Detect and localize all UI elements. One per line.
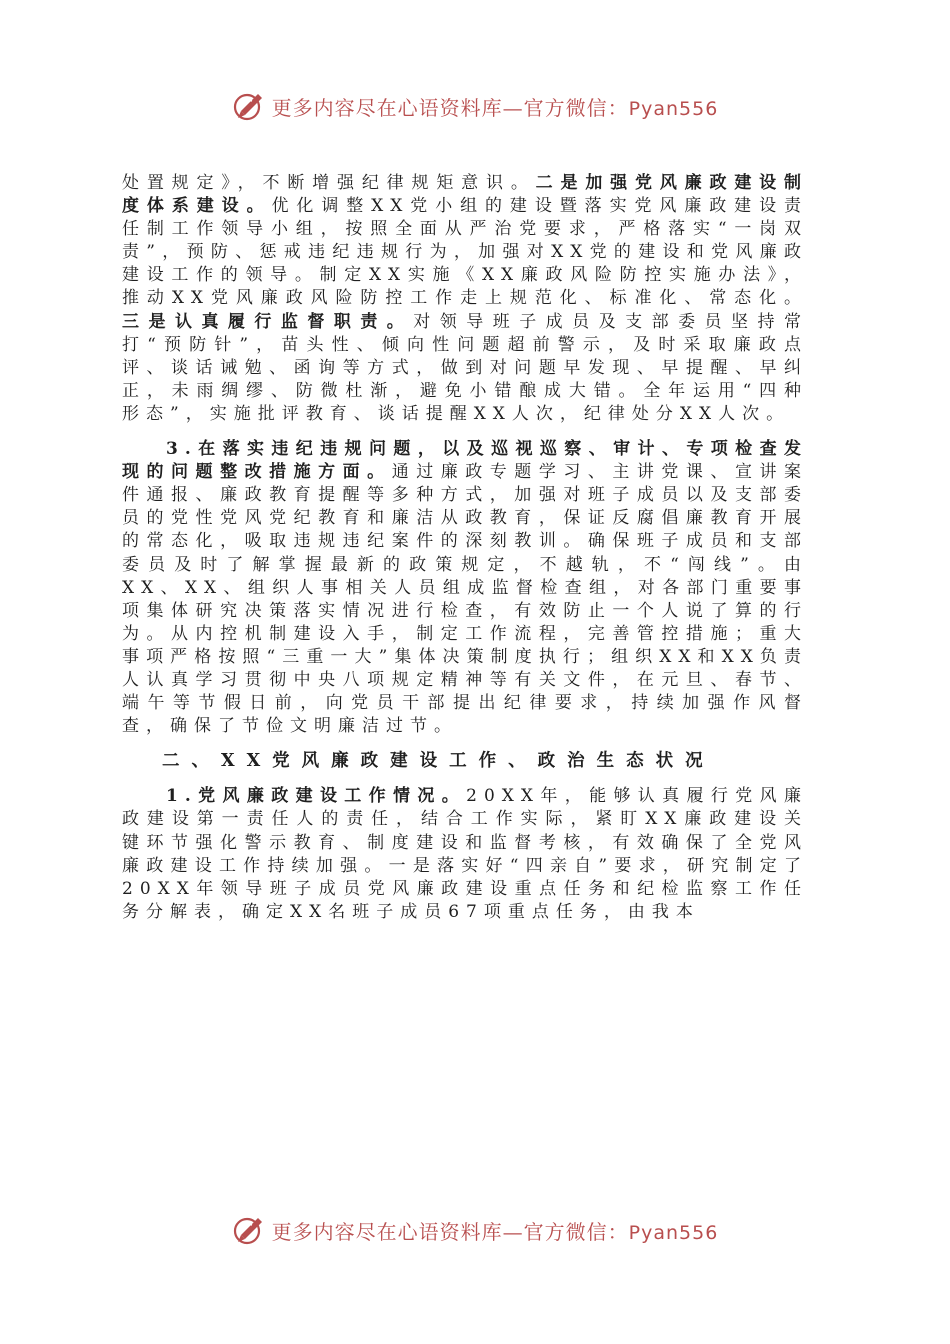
pen-logo-icon	[232, 1213, 266, 1247]
watermark-text: 更多内容尽在心语资料库—官方微信：Pyan556	[271, 95, 719, 120]
section-heading: 二、XX党风廉政建设工作、政治生态状况	[162, 751, 715, 772]
document-body	[122, 172, 808, 924]
watermark-text: 更多内容尽在心语资料库—官方微信：Pyan556	[271, 1219, 719, 1244]
watermark-header	[0, 86, 950, 126]
pen-logo-icon	[232, 89, 266, 123]
watermark-footer	[0, 1210, 950, 1250]
paragraph-3: 1.党风廉政建设工作情况。20XX年，能够认真履行党风廉政建设第一责任人的责任，结合工作实际，紧盯XX廉政建设关键环节强化警示教育、制度建设和监督考核，有效确保了全党风廉政建设工作持续加强。一是落实好“四亲自”要求，研究制定了20XX年领导班子成员党风廉政建设重点任务和纪检监察工作任务分解表，确定XX名班子成员67项重点任务，由我本	[122, 786, 808, 922]
paragraph-1: 处置规定》，不断增强纪律规矩意识。二是加强党风廉政建设制度体系建设。优化调整XX党小组的建设暨落实党风廉政建设责任制工作领导小组，按照全面从严治党要求，严格落实“一岗双责”，预防、惩戒违纪违规行为，加强对XX党的建设和党风廉政建设工作的领导。制定XX实施《XX廉政风险防控实施办法》，推动XX党风廉政风险防控工作走上规范化、标准化、常态化。三是认真履行监督职责。对领导班子成员及支部委员坚持常打“预防针”，苗头性、倾向性问题超前警示，及时采取廉政点评、谈话诫勉、函询等方式，做到对问题早发现、早提醒、早纠正，未雨绸缪、防微杜渐，避免小错酿成大错。全年运用“四种形态”，实施批评教育、谈话提醒XX人次，纪律处分XX人次。	[122, 173, 809, 424]
paragraph-2: 3.在落实违纪违规问题，以及巡视巡察、审计、专项检查发现的问题整改措施方面。通过廉政专题学习、主讲党课、宣讲案件通报、廉政教育提醒等多种方式，加强对班子成员以及支部委员的党性党风党纪教育和廉洁从政教育，保证反腐倡廉教育开展的常态化，吸取违规违纪案件的深刻教训。确保班子成员和支部委员及时了解掌握最新的政策规定，不越轨，不“闯线”。由XX、XX、组织人事相关人员组成监督检查组，对各部门重要事项集体研究决策落实情况进行检查，有效防止一个人说了算的行为。从内控机制建设入手，制定工作流程，完善管控措施；重大事项严格按照“三重一大”集体决策制度执行；组织XX和XX负责人认真学习贯彻中央八项规定精神等有关文件，在元旦、春节、端午等节假日前，向党员干部提出纪律要求，持续加强作风督查，确保了节俭文明廉洁过节。	[122, 439, 808, 737]
